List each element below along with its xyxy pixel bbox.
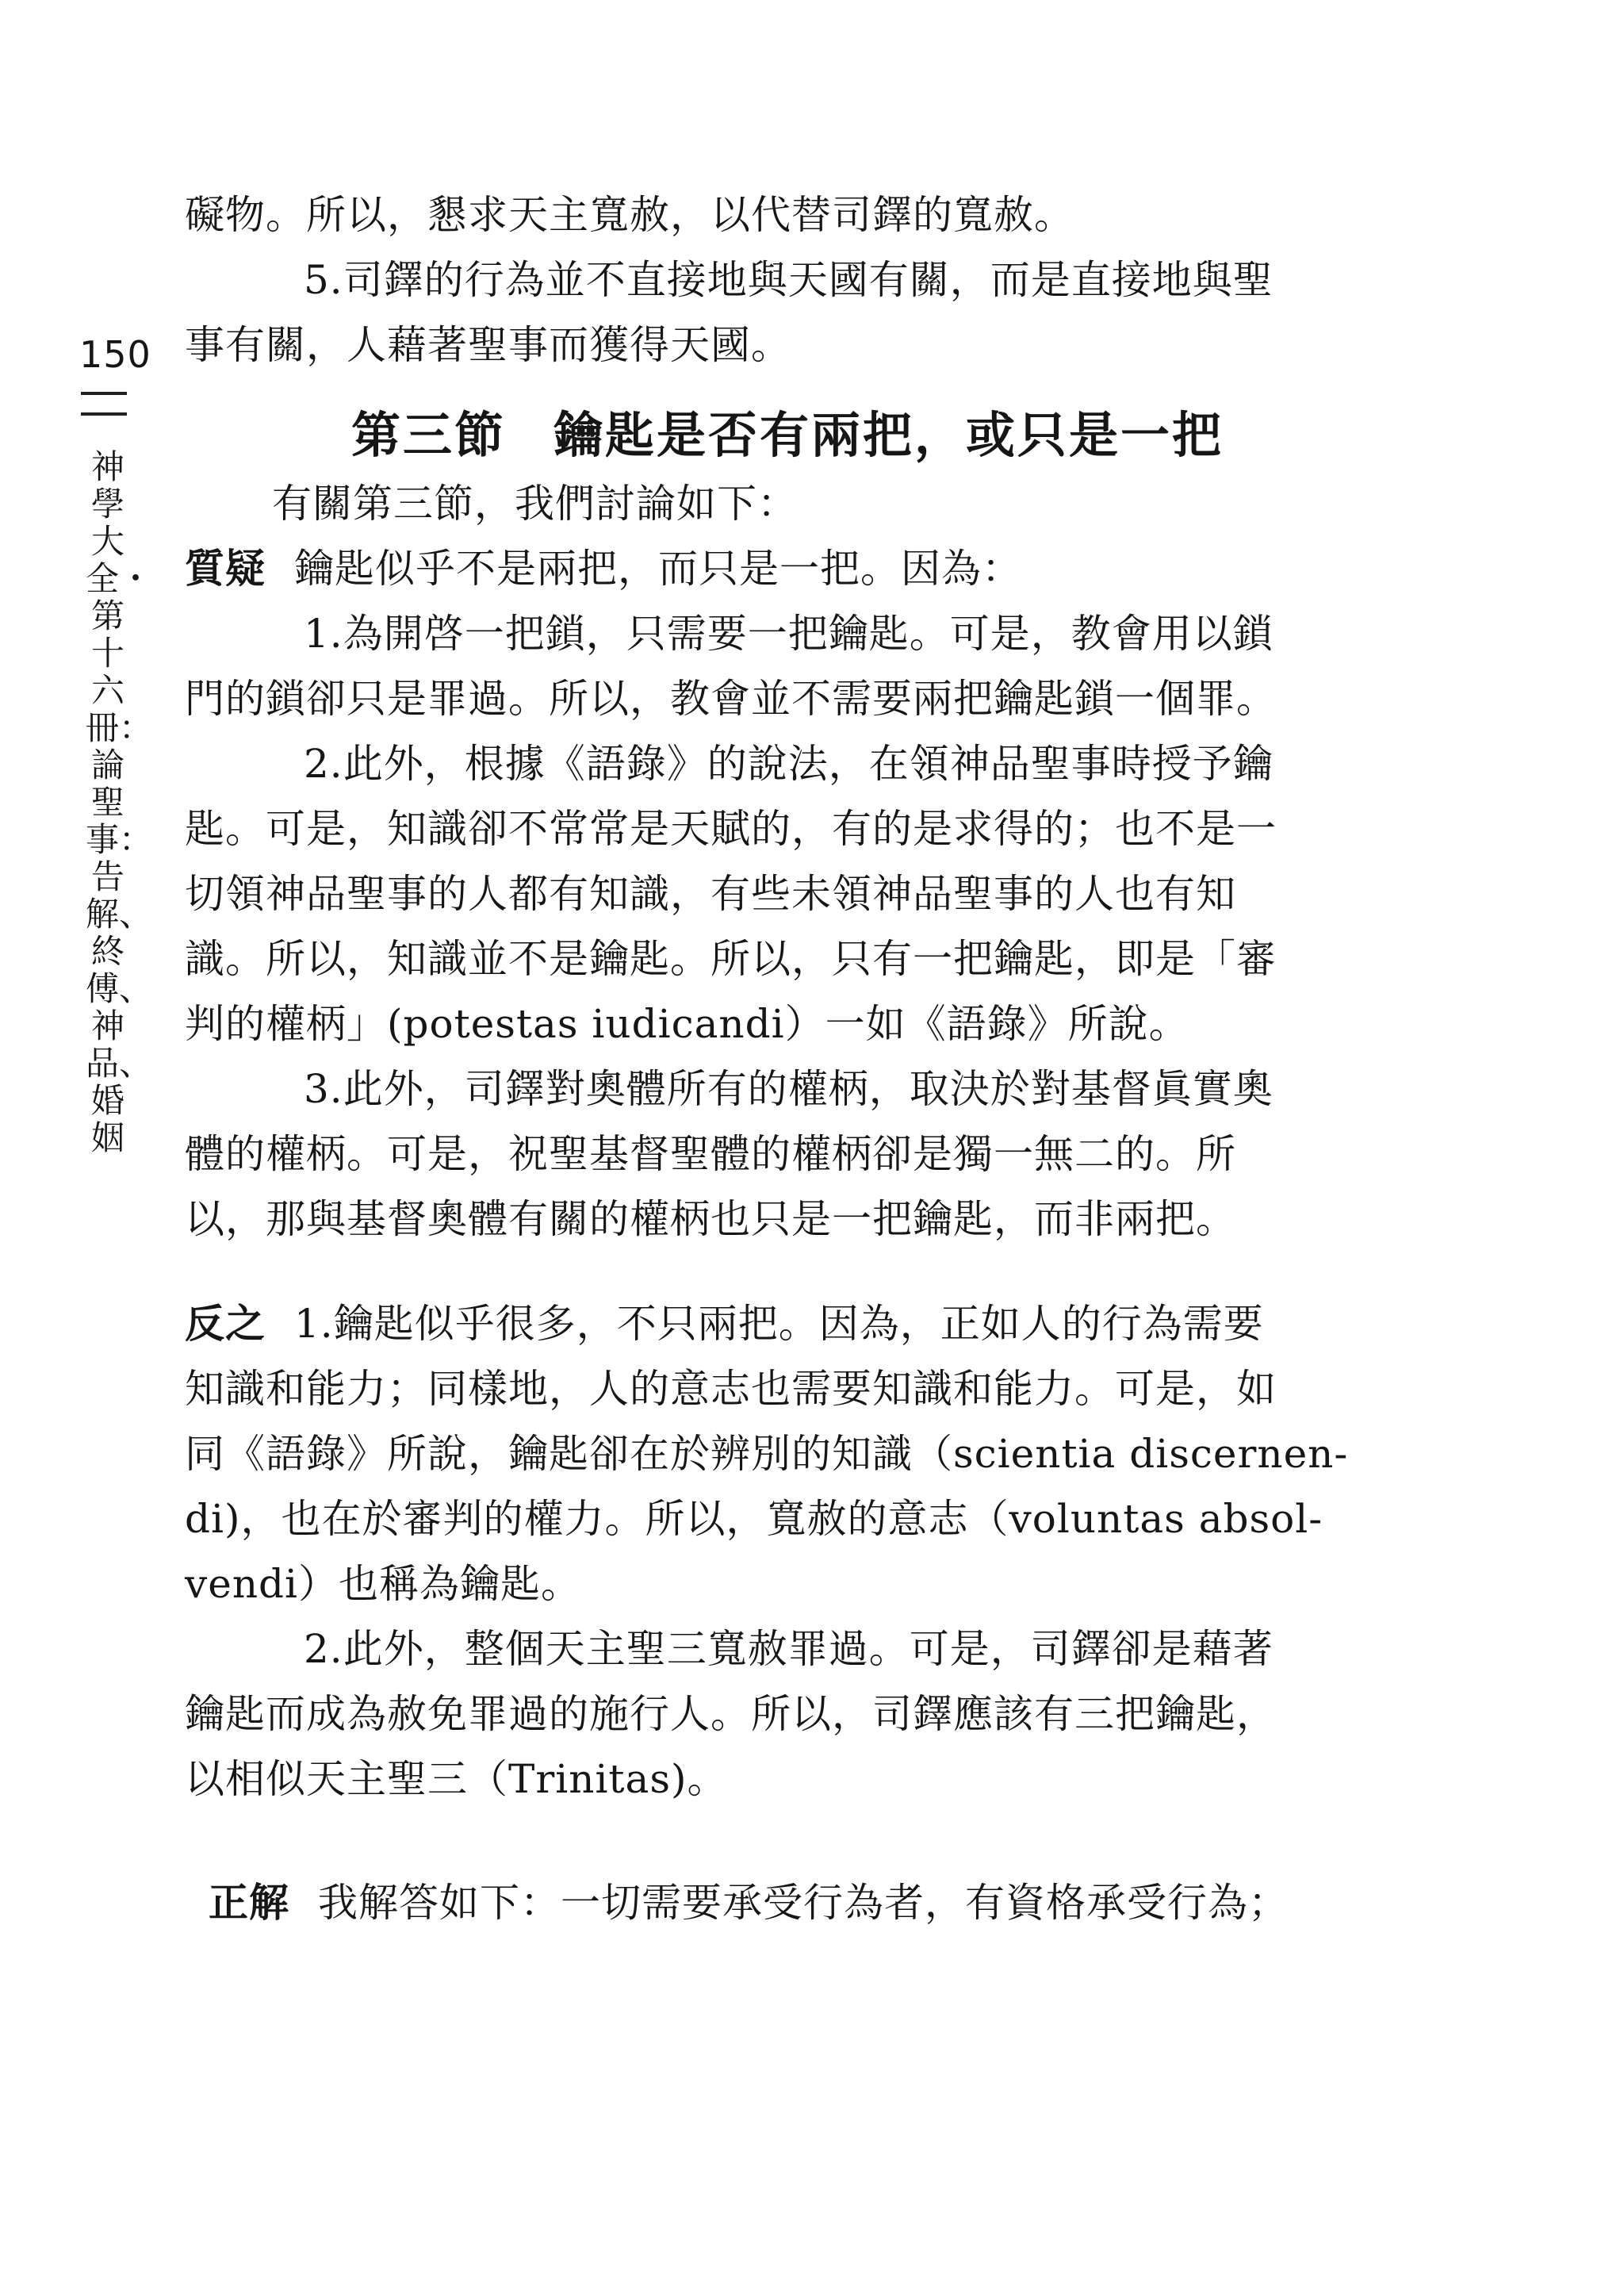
sed-contra-line: vendi）也稱為鑰匙。 xyxy=(185,1561,582,1607)
response-label: 正解 xyxy=(209,1879,289,1926)
objection-line: 2.此外，根據《語錄》的說法，在領神品聖事時授予鑰 xyxy=(304,741,1274,787)
body-text xyxy=(185,182,1349,1935)
section-title: 鑰匙是否有兩把，或只是一把 xyxy=(553,406,1224,464)
objection-line: 門的鎖卻只是罪過。所以，教會並不需要兩把鑰匙鎖一個罪。 xyxy=(185,676,1277,722)
objections-label: 質疑 xyxy=(185,545,266,592)
sed-contra-line: di)，也在於審判的權力。所以，寬赦的意志（voluntas absol- xyxy=(185,1496,1323,1542)
response-line xyxy=(185,1870,1327,1935)
sed-contra-line: 同《語錄》所說，鑰匙卻在於辨別的知識（scientia discernen- xyxy=(185,1431,1349,1477)
text-line-2: 5.司鐸的行為並不直接地與天國有關，而是直接地與聖 xyxy=(304,257,1274,303)
objections-lead: 鑰匙似乎不是兩把，而只是一把。因為： xyxy=(294,546,1022,592)
objection-line: 匙。可是，知識卻不常常是天賦的，有的是求得的；也不是一 xyxy=(185,806,1277,852)
objection-line: 切領神品聖事的人都有知識，有些未領神品聖事的人也有知 xyxy=(185,871,1236,917)
section-intro: 有關第三節，我們討論如下： xyxy=(272,481,798,527)
margin-rule-bottom xyxy=(81,412,127,416)
section-heading xyxy=(185,400,1327,471)
sed-contra-line: 鑰匙而成為赦免罪過的施行人。所以，司鐸應該有三把鑰匙， xyxy=(185,1691,1277,1737)
section-number: 第三節 xyxy=(351,406,507,464)
sed-contra-line: 以相似天主聖三（Trinitas)。 xyxy=(185,1756,728,1802)
objection-line: 判的權柄」(potestas iudicandi）一如《語錄》所說。 xyxy=(185,1001,1189,1047)
sed-contra-first-line xyxy=(185,1291,1327,1356)
sed-contra-label: 反之 xyxy=(185,1300,266,1347)
page-number: 150 xyxy=(79,333,151,376)
objection-line: 體的權柄。可是，祝聖基督聖體的權柄卻是獨一無二的。所 xyxy=(185,1131,1236,1177)
objection-line: 以，那與基督奧體有關的權柄也只是一把鑰匙，而非兩把。 xyxy=(185,1196,1236,1242)
objection-line: 識。所以，知識並不是鑰匙。所以，只有一把鑰匙，即是「審 xyxy=(185,936,1277,982)
objections-lead-line xyxy=(185,536,1327,601)
objection-line: 1.為開啓一把鎖，只需要一把鑰匙。可是，教會用以鎖 xyxy=(304,611,1274,657)
sed-contra-first: 1.鑰匙似乎很多，不只兩把。因為，正如人的行為需要 xyxy=(294,1301,1264,1347)
running-head: 神學大全・第十六冊：論聖事：告解、終傅、神品、婚姻 xyxy=(86,447,153,1157)
response-text: 我解答如下：一切需要承受行為者，有資格承受行為； xyxy=(318,1880,1289,1926)
objection-line: 3.此外，司鐸對奧體所有的權柄，取決於對基督眞實奧 xyxy=(304,1066,1274,1112)
margin-rule-top xyxy=(81,392,127,395)
sed-contra-line: 知識和能力；同樣地，人的意志也需要知識和能力。可是，如 xyxy=(185,1366,1277,1412)
text-line-3: 事有關，人藉著聖事而獲得天國。 xyxy=(185,322,791,368)
text-line-1: 礙物。所以，懇求天主寬赦，以代替司鐸的寬赦。 xyxy=(185,192,1074,238)
sed-contra-line: 2.此外，整個天主聖三寬赦罪過。可是，司鐸卻是藉著 xyxy=(304,1626,1274,1672)
